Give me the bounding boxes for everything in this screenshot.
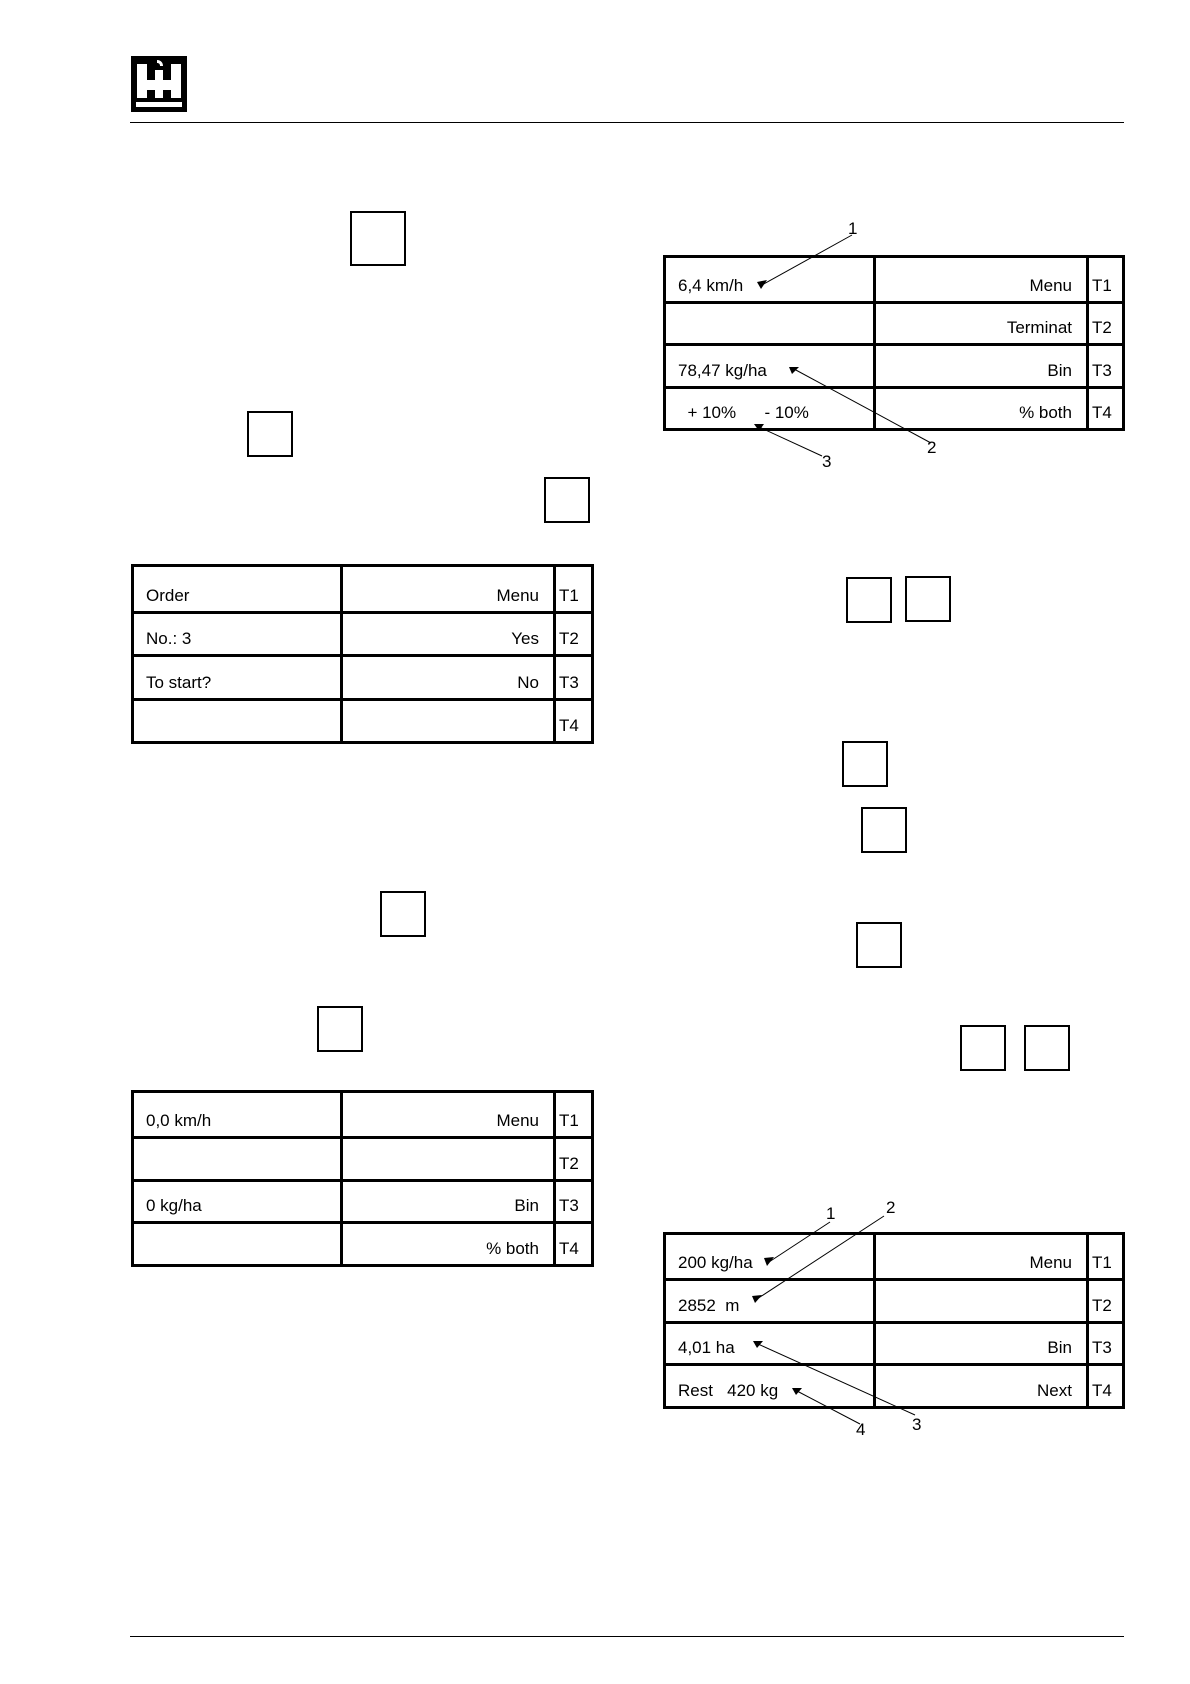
display-left-text: 0,0 km/h: [134, 1093, 343, 1136]
display-left-text: + 10% - 10%: [666, 389, 876, 429]
display-left-text: [134, 701, 343, 742]
callout-number: 4: [856, 1420, 866, 1439]
softkey-label: Menu: [343, 1093, 556, 1136]
softkey-t1[interactable]: T1: [1092, 1252, 1112, 1272]
softkey-t2[interactable]: T2: [559, 629, 579, 648]
display-row: [134, 698, 591, 742]
display-left-text: 6,4 km/h: [666, 258, 876, 301]
amazone-logo: [131, 56, 187, 112]
display-row: [134, 1179, 591, 1222]
softkey-t3[interactable]: T3: [559, 1196, 579, 1216]
softkey-t4[interactable]: T4: [559, 716, 579, 735]
softkey-t2[interactable]: T2: [559, 1153, 579, 1173]
display-left-text: 78,47 kg/ha: [666, 346, 876, 386]
display-row: [666, 301, 1122, 344]
key-symbol-box: [842, 741, 888, 787]
display-row: [134, 1221, 591, 1264]
key-symbol-box: [544, 477, 590, 523]
display-left-text: 0 kg/ha: [134, 1182, 343, 1222]
softkey-t3[interactable]: T3: [559, 672, 579, 692]
display-left-text: Rest 420 kg: [666, 1366, 876, 1406]
softkey-label: Menu: [876, 258, 1089, 301]
display-row: [666, 386, 1122, 429]
softkey-label: Bin: [343, 1182, 556, 1222]
callout-number: 2: [927, 438, 937, 457]
callout-number: 2: [886, 1198, 896, 1217]
key-symbol-box: [905, 576, 951, 622]
display-left-text: Order: [134, 567, 343, 611]
softkey-t4[interactable]: T4: [1092, 403, 1112, 422]
softkey-t1[interactable]: T1: [1092, 275, 1112, 295]
softkey-t2[interactable]: T2: [1092, 318, 1112, 337]
display-left-text: 4,01 ha: [666, 1324, 876, 1364]
display-row: [666, 1235, 1122, 1278]
display-row: [134, 1093, 591, 1136]
key-symbol-box: [350, 211, 406, 266]
softkey-label: Menu: [343, 567, 556, 611]
key-symbol-box: [247, 411, 293, 457]
display-left-text: 2852 m: [666, 1281, 876, 1321]
softkey-t4[interactable]: T4: [559, 1239, 579, 1258]
softkey-label: Terminat: [876, 304, 1089, 344]
softkey-t1[interactable]: T1: [559, 585, 579, 605]
key-symbol-box: [861, 807, 907, 853]
key-symbol-box: [960, 1025, 1006, 1071]
display-order: [131, 564, 594, 744]
header-rule: [130, 122, 1124, 123]
display-row: [134, 1136, 591, 1179]
display-row: [134, 567, 591, 611]
callout-number: 1: [826, 1204, 836, 1223]
softkey-label: Bin: [876, 346, 1089, 386]
display-left-text: 200 kg/ha: [666, 1235, 876, 1278]
softkey-label: [876, 1281, 1089, 1321]
display-left-text: To start?: [134, 657, 343, 698]
display-work-zero: [131, 1090, 594, 1267]
display-left-text: [666, 304, 876, 344]
display-row: [666, 258, 1122, 301]
logo-emblem-icon: [131, 56, 187, 112]
callout-number: 3: [822, 452, 832, 471]
softkey-label: % both: [876, 389, 1089, 429]
display-row: [666, 1321, 1122, 1364]
callout-number: 1: [848, 219, 858, 238]
display-row: [134, 654, 591, 698]
display-work-running: [663, 255, 1125, 431]
softkey-label: No: [343, 657, 556, 698]
display-row: [134, 611, 591, 655]
softkey-label: Menu: [876, 1235, 1089, 1278]
softkey-t2[interactable]: T2: [1092, 1295, 1112, 1315]
display-row: [666, 1278, 1122, 1321]
softkey-t1[interactable]: T1: [559, 1110, 579, 1130]
softkey-t4[interactable]: T4: [1092, 1381, 1112, 1400]
display-left-text: [134, 1139, 343, 1179]
softkey-label: Yes: [343, 614, 556, 655]
key-symbol-box: [1024, 1025, 1070, 1071]
softkey-label: % both: [343, 1224, 556, 1264]
display-left-text: [134, 1224, 343, 1264]
callout-number: 3: [912, 1415, 922, 1434]
key-symbol-box: [380, 891, 426, 937]
display-row: [666, 1363, 1122, 1406]
softkey-label: [343, 1139, 556, 1179]
softkey-label: [343, 701, 556, 742]
key-symbol-box: [846, 577, 892, 623]
display-left-text: No.: 3: [134, 614, 343, 655]
footer-rule: [130, 1636, 1124, 1637]
softkey-t3[interactable]: T3: [1092, 360, 1112, 380]
display-row: [666, 343, 1122, 386]
display-work-totals: [663, 1232, 1125, 1409]
softkey-label: Bin: [876, 1324, 1089, 1364]
softkey-t3[interactable]: T3: [1092, 1338, 1112, 1358]
key-symbol-box: [856, 922, 902, 968]
softkey-label: Next: [876, 1366, 1089, 1406]
key-symbol-box: [317, 1006, 363, 1052]
